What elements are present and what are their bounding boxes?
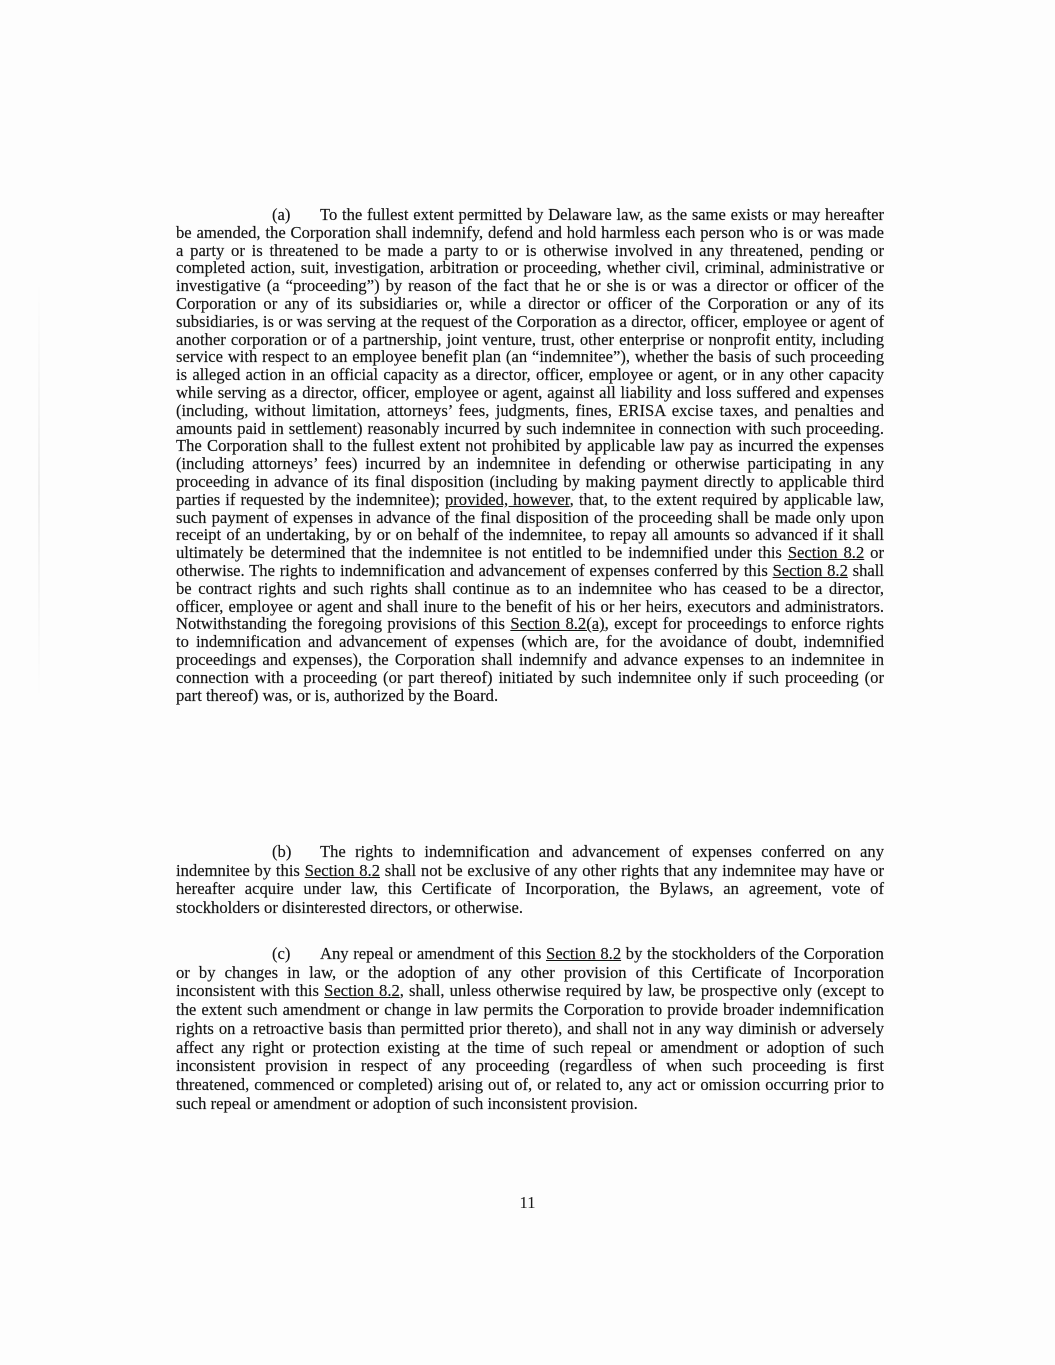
paragraph-a — [176, 206, 884, 704]
paragraph-b-label: (b) — [272, 842, 292, 861]
paragraph-c-text-3: , shall, unless otherwise required by law, be prospective only (except to the extent such amendment or change in law permits the Corporation to provide broader indemnification rights on a retroactive basis than permitted prior thereto), and shall not in any way diminish or adversely affect any right or protection existing at the time of such repeal or amendment or adoption of such inconsistent provision in respect of any proceeding (regardless of when such proceeding is first threatened, commenced or completed) arising out of, or related to, any act or omission occurring prior to such repeal or amendment or adoption of such inconsistent provision. — [176, 981, 884, 1113]
section-reference: Section 8.2 — [324, 981, 400, 1001]
paragraph-c-text-2: by the stockholders of the Corporation or by changes in law, or the adoption of any other provision of this Certificate of Incorporation inconsistent with this — [176, 944, 884, 1001]
paragraph-a-text-3: or otherwise. The rights to indemnification and advancement of expenses conferred by this — [176, 543, 884, 580]
paragraph-a-text-4: shall be contract rights and such rights shall continue as to an indemnitee who has ceased to be a director, officer, employee or agent and shall inure to the benefit of his or her heirs, executors and administrators. Notwithstanding the foregoing provisions of this — [176, 560, 884, 634]
section-reference: Section 8.2 — [545, 944, 622, 963]
page-number: 11 — [519, 1193, 536, 1212]
paragraph-b-text-1: The rights to indemnification and advancement of expenses conferred on any indemnitee by this — [176, 842, 884, 880]
paragraph-c — [176, 945, 884, 1113]
section-reference: Section 8.2 — [772, 560, 848, 580]
paragraph-a-text-1: To the fullest extent permitted by Delaware law, as the same exists or may hereafter be amended, the Corporation shall indemnify, defend and hold harmless each person who is or was made a party or is threatened to be made a party to or is otherwise involved in any threatened, pending or completed action, suit, investigation, arbitration or proceeding, whether civil, criminal, administrative or investigative (a “proceeding”) by reason of the fact that he or she is or was a director or officer of the Corporation or any of its subsidiaries or, while a director or officer of the Corporation or any of its subsidiaries, is or was serving at the request of the Corporation as a director, officer, employee or agent of another corporation or of a partnership, joint venture, trust, other enterprise or nonprofit entity, including service with respect to an employee benefit plan (an “indemnitee”), whether the basis of such proceeding is alleged action in an official capacity as a director, officer, employee or agent, or in any other capacity while serving as a director, officer, employee or agent, against all liability and loss suffered and expenses (including, without limitation, attorneys’ fees, judgments, fines, ERISA excise taxes, and penalties and amounts paid in settlement) reasonably incurred by such indemnitee in connection with such proceeding. The Corporation shall to the fullest extent not prohibited by applicable law pay as incurred the expenses (including attorneys’ fees) incurred by an indemnitee in defending or otherwise participating in any proceeding in advance of its final disposition (including by making payment directly to applicable third parties if requested by the indemnitee); — [176, 205, 884, 509]
paragraph-b-text-2: shall not be exclusive of any other rights that any indemnitee may have or hereafter acquire under law, this Certificate of Incorporation, the Bylaws, an agreement, vote of stockholders or disinterested directors, or otherwise. — [176, 860, 884, 917]
section-reference: Section 8.2 — [304, 860, 380, 880]
paragraph-a-label: (a) — [272, 205, 291, 224]
provided-however-term: provided, however — [444, 489, 570, 509]
section-reference: Section 8.2(a) — [510, 614, 605, 634]
paragraph-b — [176, 843, 884, 917]
paragraph-c-text-1: Any repeal or amendment of this — [320, 944, 542, 963]
section-reference: Section 8.2 — [787, 543, 865, 563]
scan-artifact — [38, 280, 40, 700]
paragraph-a-text-5: , except for proceedings to enforce rights to indemnification and advancement of expenses (which are, for the avoidance of doubt, indemnified proceedings and expenses), the Corporation shall indemnify and advance expenses to an indemnitee in connection with a proceeding (or part thereof) initiated by such indemnitee only if such proceeding (or part thereof) was, or is, authorized by the Board. — [176, 614, 884, 705]
paragraph-a-text-2: , that, to the extent required by applicable law, such payment of expenses in advance of the final disposition of the proceeding shall be made only upon receipt of an undertaking, by or on behalf of the indemnitee, to repay all amounts so advanced if it shall ultimately be determined that the indemnitee is not entitled to be indemnified under this — [176, 489, 885, 563]
paragraph-c-label: (c) — [272, 944, 291, 963]
